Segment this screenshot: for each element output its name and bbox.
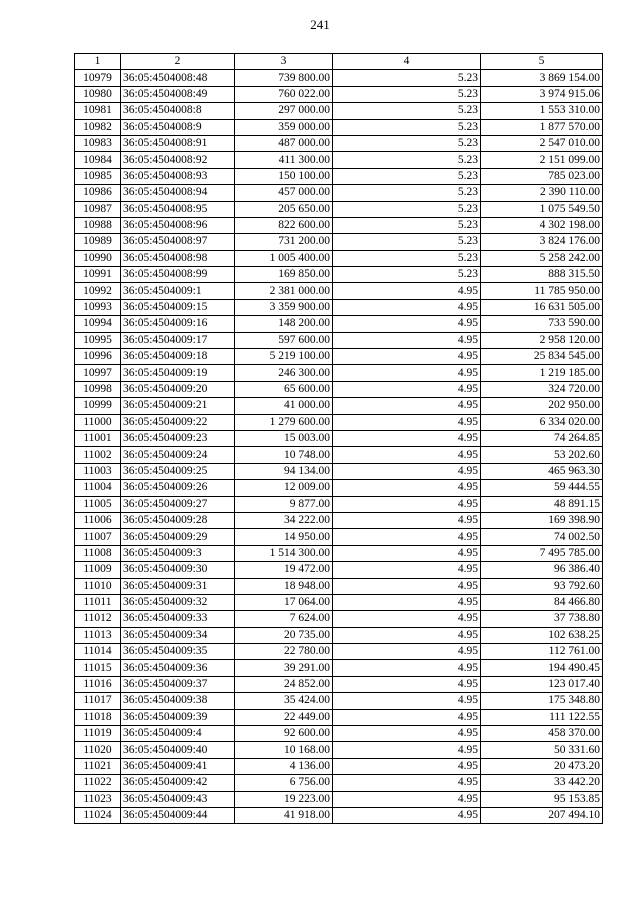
table-cell: 10989 [75,234,121,250]
table-cell: 36:05:4504009:4 [121,726,235,742]
table-cell: 11020 [75,742,121,758]
table-row [75,283,603,299]
table-cell: 2 958 120.00 [481,332,603,348]
table-cell: 16 631 505.00 [481,299,603,315]
table-row [75,676,603,692]
table-header-row [75,54,603,70]
table-cell: 458 370.00 [481,726,603,742]
table-cell: 95 153.85 [481,791,603,807]
table-cell: 36:05:4504009:1 [121,283,235,299]
table-cell: 6 334 020.00 [481,414,603,430]
table-cell: 4.95 [333,611,481,627]
table-cell: 36:05:4504009:26 [121,480,235,496]
table-cell: 324 720.00 [481,381,603,397]
table-cell: 50 331.60 [481,742,603,758]
table-cell: 36:05:4504009:32 [121,594,235,610]
table-cell: 5.23 [333,86,481,102]
table-row [75,217,603,233]
table-cell: 11011 [75,594,121,610]
table-cell: 41 000.00 [235,398,333,414]
table-cell: 10988 [75,217,121,233]
table-cell: 2 151 099.00 [481,152,603,168]
table-cell: 10985 [75,168,121,184]
column-header: 2 [121,54,235,70]
table-cell: 148 200.00 [235,316,333,332]
table-cell: 5.23 [333,234,481,250]
table-cell: 205 650.00 [235,201,333,217]
table-cell: 25 834 545.00 [481,349,603,365]
table-cell: 10999 [75,398,121,414]
table-cell: 11010 [75,578,121,594]
table-cell: 36:05:4504009:17 [121,332,235,348]
table-cell: 194 490.45 [481,660,603,676]
table-cell: 4.95 [333,594,481,610]
table-cell: 4.95 [333,463,481,479]
table-cell: 34 222.00 [235,512,333,528]
table-cell: 487 000.00 [235,135,333,151]
table-cell: 36:05:4504008:8 [121,103,235,119]
table-cell: 5.23 [333,152,481,168]
table-cell: 3 869 154.00 [481,70,603,86]
table-cell: 36:05:4504009:15 [121,299,235,315]
table-cell: 1 219 185.00 [481,365,603,381]
table-cell: 4.95 [333,627,481,643]
table-row [75,234,603,250]
table-cell: 4.95 [333,381,481,397]
table-cell: 10983 [75,135,121,151]
table-cell: 169 398.90 [481,512,603,528]
table-row [75,807,603,823]
table-row [75,86,603,102]
table-cell: 102 638.25 [481,627,603,643]
table-cell: 5.23 [333,119,481,135]
table-row [75,316,603,332]
table-cell: 4.95 [333,693,481,709]
table-cell: 84 466.80 [481,594,603,610]
table-row [75,709,603,725]
table-cell: 11006 [75,512,121,528]
table-cell: 65 600.00 [235,381,333,397]
table-cell: 11023 [75,791,121,807]
table-cell: 74 002.50 [481,529,603,545]
table-cell: 4.95 [333,644,481,660]
table-row [75,152,603,168]
table-row [75,430,603,446]
table-row [75,578,603,594]
table-row [75,791,603,807]
table-row [75,726,603,742]
table-cell: 36:05:4504009:22 [121,414,235,430]
table-cell: 11000 [75,414,121,430]
table-cell: 4.95 [333,545,481,561]
table-cell: 11004 [75,480,121,496]
table-cell: 411 300.00 [235,152,333,168]
table-cell: 4.95 [333,807,481,823]
table-cell: 10987 [75,201,121,217]
table-cell: 36:05:4504009:43 [121,791,235,807]
table-cell: 11009 [75,562,121,578]
table-cell: 37 738.80 [481,611,603,627]
table-cell: 733 590.00 [481,316,603,332]
table-cell: 36:05:4504009:42 [121,775,235,791]
table-cell: 10995 [75,332,121,348]
table-cell: 1 877 570.00 [481,119,603,135]
table-cell: 36:05:4504009:40 [121,742,235,758]
table-cell: 11 785 950.00 [481,283,603,299]
table-cell: 111 122.55 [481,709,603,725]
table-row [75,299,603,315]
table-cell: 5.23 [333,135,481,151]
table-cell: 5.23 [333,70,481,86]
table-cell: 4.95 [333,299,481,315]
table-cell: 15 003.00 [235,430,333,446]
table-cell: 4.95 [333,529,481,545]
table-cell: 169 850.00 [235,267,333,283]
table-cell: 5.23 [333,103,481,119]
table-cell: 48 891.15 [481,496,603,512]
table-row [75,644,603,660]
table-cell: 36:05:4504008:96 [121,217,235,233]
table-row [75,349,603,365]
table-cell: 123 017.40 [481,676,603,692]
table-row [75,496,603,512]
table-cell: 11001 [75,430,121,446]
table-cell: 11015 [75,660,121,676]
table-cell: 5.23 [333,185,481,201]
table-cell: 10990 [75,250,121,266]
table-cell: 11017 [75,693,121,709]
table-cell: 93 792.60 [481,578,603,594]
table-cell: 11008 [75,545,121,561]
table-cell: 41 918.00 [235,807,333,823]
table-cell: 36:05:4504009:19 [121,365,235,381]
table-cell: 457 000.00 [235,185,333,201]
table-cell: 19 472.00 [235,562,333,578]
table-cell: 36:05:4504009:39 [121,709,235,725]
table-cell: 36:05:4504009:20 [121,381,235,397]
table-cell: 6 756.00 [235,775,333,791]
table-cell: 3 974 915.06 [481,86,603,102]
table-cell: 10984 [75,152,121,168]
table-cell: 785 023.00 [481,168,603,184]
table-cell: 4.95 [333,496,481,512]
table-cell: 10997 [75,365,121,381]
table-cell: 74 264.85 [481,430,603,446]
table-cell: 36:05:4504009:31 [121,578,235,594]
table-cell: 1 279 600.00 [235,414,333,430]
table-cell: 4.95 [333,316,481,332]
table-cell: 36:05:4504008:95 [121,201,235,217]
table-cell: 597 600.00 [235,332,333,348]
table-row [75,103,603,119]
table-cell: 4.95 [333,480,481,496]
table-row [75,775,603,791]
table-cell: 36:05:4504009:28 [121,512,235,528]
table-cell: 11016 [75,676,121,692]
table-cell: 36:05:4504009:27 [121,496,235,512]
table-cell: 36:05:4504008:97 [121,234,235,250]
table-cell: 36:05:4504009:24 [121,447,235,463]
table-cell: 731 200.00 [235,234,333,250]
table-cell: 10981 [75,103,121,119]
table-cell: 3 359 900.00 [235,299,333,315]
table-cell: 36:05:4504009:35 [121,644,235,660]
table-cell: 1 514 300.00 [235,545,333,561]
table-cell: 4.95 [333,398,481,414]
table-cell: 36:05:4504009:16 [121,316,235,332]
table-cell: 2 390 110.00 [481,185,603,201]
table-cell: 5 258 242.00 [481,250,603,266]
table-cell: 9 877.00 [235,496,333,512]
table-cell: 11024 [75,807,121,823]
table-cell: 1 005 400.00 [235,250,333,266]
column-header: 3 [235,54,333,70]
column-header: 4 [333,54,481,70]
table-cell: 4.95 [333,332,481,348]
table-cell: 4.95 [333,578,481,594]
table-cell: 4.95 [333,283,481,299]
table-row [75,660,603,676]
table-row [75,742,603,758]
table-cell: 5.23 [333,217,481,233]
table-cell: 246 300.00 [235,365,333,381]
table-cell: 4.95 [333,676,481,692]
table-cell: 36:05:4504008:93 [121,168,235,184]
table-cell: 11002 [75,447,121,463]
table-cell: 36:05:4504008:98 [121,250,235,266]
table-cell: 10982 [75,119,121,135]
table-cell: 36:05:4504009:38 [121,693,235,709]
table-cell: 465 963.30 [481,463,603,479]
table-cell: 36:05:4504008:9 [121,119,235,135]
data-table [74,53,603,824]
table-cell: 10991 [75,267,121,283]
table-cell: 36:05:4504008:91 [121,135,235,151]
table-cell: 53 202.60 [481,447,603,463]
table-cell: 39 291.00 [235,660,333,676]
table-cell: 822 600.00 [235,217,333,233]
table-cell: 1 553 310.00 [481,103,603,119]
table-cell: 11013 [75,627,121,643]
table-cell: 5.23 [333,168,481,184]
table-cell: 24 852.00 [235,676,333,692]
table-cell: 2 381 000.00 [235,283,333,299]
table-row [75,250,603,266]
table-cell: 36:05:4504009:29 [121,529,235,545]
table-cell: 4.95 [333,414,481,430]
table-cell: 36:05:4504008:94 [121,185,235,201]
table-cell: 96 386.40 [481,562,603,578]
table-row [75,463,603,479]
table-cell: 4 136.00 [235,758,333,774]
table-cell: 11021 [75,758,121,774]
column-header: 5 [481,54,603,70]
table-cell: 4.95 [333,447,481,463]
table-cell: 4.95 [333,742,481,758]
table-row [75,562,603,578]
table-row [75,480,603,496]
table-row [75,168,603,184]
table-cell: 4.95 [333,512,481,528]
table-cell: 359 000.00 [235,119,333,135]
table-row [75,398,603,414]
table-cell: 11003 [75,463,121,479]
table-cell: 150 100.00 [235,168,333,184]
table-cell: 11018 [75,709,121,725]
table-cell: 4.95 [333,349,481,365]
table-cell: 36:05:4504009:3 [121,545,235,561]
table-cell: 4.95 [333,660,481,676]
table-cell: 12 009.00 [235,480,333,496]
table-cell: 11019 [75,726,121,742]
table-cell: 10998 [75,381,121,397]
table-row [75,70,603,86]
column-header: 1 [75,54,121,70]
table-row [75,135,603,151]
table-cell: 35 424.00 [235,693,333,709]
table-row [75,627,603,643]
table-cell: 36:05:4504008:92 [121,152,235,168]
table-row [75,545,603,561]
table-cell: 92 600.00 [235,726,333,742]
table-cell: 10979 [75,70,121,86]
table-cell: 11007 [75,529,121,545]
table-cell: 20 473.20 [481,758,603,774]
table-row [75,119,603,135]
table-cell: 36:05:4504009:36 [121,660,235,676]
table-cell: 22 780.00 [235,644,333,660]
table-cell: 36:05:4504008:48 [121,70,235,86]
table-row [75,414,603,430]
table-cell: 36:05:4504009:34 [121,627,235,643]
table-row [75,365,603,381]
table-cell: 11012 [75,611,121,627]
table-cell: 297 000.00 [235,103,333,119]
table-cell: 14 950.00 [235,529,333,545]
table-cell: 4.95 [333,758,481,774]
table-cell: 17 064.00 [235,594,333,610]
table-cell: 7 495 785.00 [481,545,603,561]
table-cell: 11005 [75,496,121,512]
table-cell: 4.95 [333,791,481,807]
table-cell: 3 824 176.00 [481,234,603,250]
table-row [75,381,603,397]
table-cell: 18 948.00 [235,578,333,594]
table-row [75,693,603,709]
table-cell: 36:05:4504009:44 [121,807,235,823]
table-row [75,267,603,283]
table-cell: 207 494.10 [481,807,603,823]
table-cell: 10992 [75,283,121,299]
table-cell: 36:05:4504009:30 [121,562,235,578]
table-body [75,70,603,824]
table-cell: 36:05:4504008:99 [121,267,235,283]
table-cell: 4.95 [333,430,481,446]
table-cell: 10 748.00 [235,447,333,463]
table-cell: 94 134.00 [235,463,333,479]
table-cell: 36:05:4504009:21 [121,398,235,414]
table-cell: 36:05:4504009:37 [121,676,235,692]
table-cell: 10996 [75,349,121,365]
table-cell: 36:05:4504009:25 [121,463,235,479]
table-row [75,594,603,610]
table-cell: 5.23 [333,250,481,266]
table-cell: 20 735.00 [235,627,333,643]
table-cell: 5 219 100.00 [235,349,333,365]
table-cell: 4.95 [333,709,481,725]
table-cell: 7 624.00 [235,611,333,627]
table-cell: 5.23 [333,201,481,217]
table-row [75,447,603,463]
table-cell: 10980 [75,86,121,102]
table-cell: 10993 [75,299,121,315]
table-cell: 11014 [75,644,121,660]
table-cell: 36:05:4504009:18 [121,349,235,365]
table-cell: 19 223.00 [235,791,333,807]
table-row [75,332,603,348]
table-cell: 36:05:4504009:41 [121,758,235,774]
table-cell: 10994 [75,316,121,332]
table-row [75,611,603,627]
table-cell: 2 547 010.00 [481,135,603,151]
table-cell: 1 075 549.50 [481,201,603,217]
table-cell: 11022 [75,775,121,791]
table-cell: 59 444.55 [481,480,603,496]
table-row [75,529,603,545]
table-cell: 112 761.00 [481,644,603,660]
table-cell: 4.95 [333,365,481,381]
table-row [75,185,603,201]
table-row [75,758,603,774]
table-cell: 4.95 [333,775,481,791]
table-cell: 10986 [75,185,121,201]
table-cell: 10 168.00 [235,742,333,758]
table-cell: 22 449.00 [235,709,333,725]
table-row [75,201,603,217]
table-cell: 5.23 [333,267,481,283]
table-cell: 4 302 198.00 [481,217,603,233]
table-cell: 33 442.20 [481,775,603,791]
table-cell: 4.95 [333,726,481,742]
table-cell: 202 950.00 [481,398,603,414]
table-cell: 739 800.00 [235,70,333,86]
table-cell: 36:05:4504009:33 [121,611,235,627]
table-cell: 36:05:4504008:49 [121,86,235,102]
table-cell: 175 348.80 [481,693,603,709]
page-number: 241 [310,17,330,32]
table-cell: 888 315.50 [481,267,603,283]
table-cell: 4.95 [333,562,481,578]
table-cell: 36:05:4504009:23 [121,430,235,446]
table-cell: 760 022.00 [235,86,333,102]
table-row [75,512,603,528]
